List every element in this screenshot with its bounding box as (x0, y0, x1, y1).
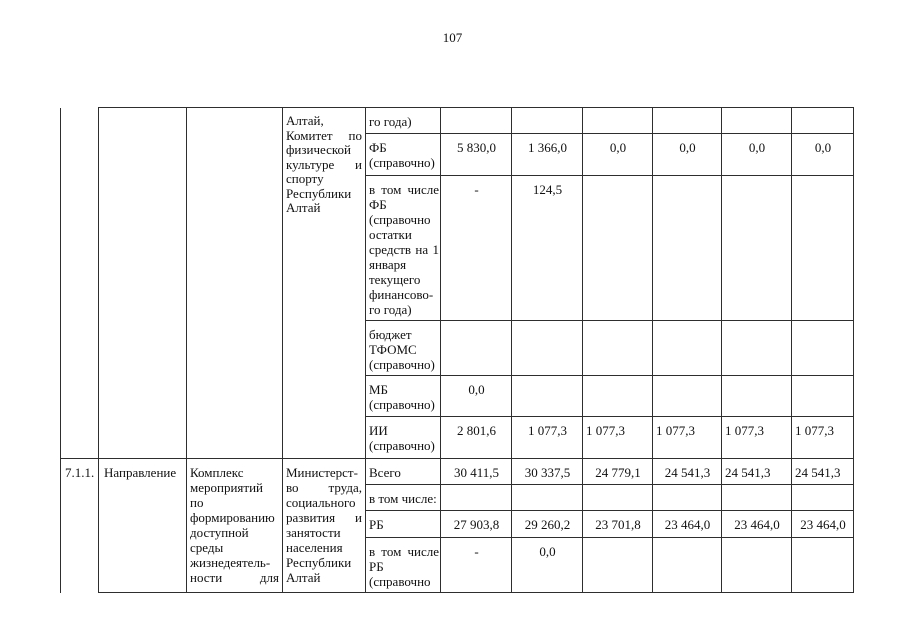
value-cell: 2 801,6 (441, 417, 512, 459)
cell-text-line: ИИ (369, 423, 388, 438)
item-name-cell (187, 459, 283, 593)
cell-text-line: ТФОМС (369, 342, 417, 357)
cell-text-line: культуре и (286, 156, 362, 172)
cell-text-line: (справочно (369, 574, 431, 589)
cell-text-line: населения (286, 540, 343, 555)
funding-source-cell (366, 417, 441, 459)
funding-source-cell (366, 511, 441, 538)
cell-text-line: Министерст- (286, 465, 358, 480)
value-cell (792, 321, 854, 376)
cell-text-line: доступной (190, 525, 249, 540)
value-cell: 23 701,8 (583, 511, 653, 538)
cell-text-line: (справочно) (369, 397, 435, 412)
value-cell: 0,0 (441, 376, 512, 417)
value-cell (653, 538, 722, 593)
value-cell (583, 485, 653, 511)
table-row (61, 459, 854, 485)
cell-text-line: ФБ (369, 140, 387, 155)
value-cell: 23 464,0 (792, 511, 854, 538)
funding-source-cell (366, 176, 441, 321)
value-cell (512, 321, 583, 376)
value-cell: 0,0 (653, 134, 722, 176)
value-cell: 1 077,3 (653, 417, 722, 459)
cell-text-line: го года) (369, 114, 412, 129)
cell-text-line: Алтай (286, 200, 321, 215)
cell-text-line: социального (286, 495, 356, 510)
value-cell: 24 541,3 (653, 459, 722, 485)
item-name-cell (187, 108, 283, 459)
cell-text-line: РБ (369, 559, 384, 574)
value-cell: 5 830,0 (441, 134, 512, 176)
value-cell (583, 108, 653, 134)
value-cell (653, 108, 722, 134)
value-cell (583, 176, 653, 321)
value-cell (722, 376, 792, 417)
cell-text-line: (справочно (369, 212, 431, 227)
cell-text-line: Алтай, (286, 113, 324, 128)
value-cell (722, 538, 792, 593)
value-cell: 1 077,3 (512, 417, 583, 459)
value-cell (583, 321, 653, 376)
item-type-cell: Направление (99, 459, 187, 593)
value-cell: 0,0 (722, 134, 792, 176)
cell-text-line: во труда, (286, 480, 362, 495)
cell-text-line: жизнедеятель- (190, 555, 271, 570)
cell-text-line: января (369, 257, 407, 272)
value-cell (722, 321, 792, 376)
value-cell: 1 077,3 (792, 417, 854, 459)
value-cell: 24 541,3 (792, 459, 854, 485)
table-row (61, 108, 854, 134)
cell-text-line: бюджет (369, 327, 412, 342)
value-cell (792, 176, 854, 321)
cell-text-line: Алтай (286, 570, 321, 585)
value-cell (792, 108, 854, 134)
value-cell (583, 376, 653, 417)
cell-text-line: развития и (286, 510, 362, 525)
value-cell: - (441, 538, 512, 593)
value-cell (722, 485, 792, 511)
value-cell (441, 108, 512, 134)
funding-source-cell (366, 134, 441, 176)
value-cell (792, 538, 854, 593)
cell-text-line: в том числе (369, 544, 439, 559)
item-number-cell: 7.1.1. (61, 459, 99, 593)
funding-source-cell (366, 108, 441, 134)
cell-text-line: финансово- (369, 287, 434, 302)
cell-text-line: в том числе: (369, 491, 437, 506)
value-cell (653, 376, 722, 417)
value-cell (512, 108, 583, 134)
value-cell: - (441, 176, 512, 321)
funding-table (60, 107, 854, 593)
executor-cell (283, 108, 366, 459)
value-cell (792, 376, 854, 417)
cell-text-line: ности для (190, 570, 279, 585)
value-cell (583, 538, 653, 593)
value-cell: 0,0 (792, 134, 854, 176)
value-cell: 24 541,3 (722, 459, 792, 485)
value-cell: 0,0 (512, 538, 583, 593)
value-cell (512, 485, 583, 511)
cell-text-line: Республики (286, 185, 352, 201)
value-cell (653, 176, 722, 321)
value-cell: 24 779,1 (583, 459, 653, 485)
value-cell: 27 903,8 (441, 511, 512, 538)
value-cell (441, 321, 512, 376)
cell-text-line: среды (190, 540, 224, 555)
page-number: 107 (442, 30, 463, 45)
cell-text-line: спорту (286, 171, 324, 186)
cell-text-line: Комплекс (190, 465, 244, 480)
value-cell (792, 485, 854, 511)
cell-text-line: РБ (369, 517, 384, 532)
value-cell: 30 337,5 (512, 459, 583, 485)
value-cell: 23 464,0 (653, 511, 722, 538)
value-cell: 23 464,0 (722, 511, 792, 538)
cell-text-line: по (190, 495, 204, 510)
cell-text-line: занятости (286, 525, 341, 540)
cell-text-line: Всего (369, 465, 401, 480)
cell-text-line: текущего (369, 272, 421, 287)
item-number-cell (61, 108, 99, 459)
value-cell: 1 366,0 (512, 134, 583, 176)
cell-text-line: го года) (369, 302, 412, 317)
value-cell: 1 077,3 (722, 417, 792, 459)
item-type-cell (99, 108, 187, 459)
cell-text-line: физической (286, 142, 351, 157)
value-cell (722, 108, 792, 134)
value-cell: 30 411,5 (441, 459, 512, 485)
value-cell: 124,5 (512, 176, 583, 321)
cell-text-line: формированию (190, 510, 275, 525)
cell-text-line: ФБ (369, 197, 387, 212)
value-cell (512, 376, 583, 417)
value-cell (653, 321, 722, 376)
funding-source-cell (366, 538, 441, 593)
value-cell (722, 176, 792, 321)
funding-source-cell (366, 376, 441, 417)
funding-source-cell (366, 459, 441, 485)
cell-text-line: (справочно) (369, 438, 435, 453)
cell-text-line: остатки (369, 227, 412, 242)
value-cell: 1 077,3 (583, 417, 653, 459)
cell-text-line: (справочно) (369, 357, 435, 372)
cell-text-line: в том числе (369, 182, 439, 197)
cell-text-line: Республики (286, 555, 352, 570)
value-cell (653, 485, 722, 511)
value-cell (441, 485, 512, 511)
funding-source-cell (366, 321, 441, 376)
executor-cell (283, 459, 366, 593)
cell-text-line: мероприятий (190, 480, 263, 495)
funding-source-cell (366, 485, 441, 511)
value-cell: 0,0 (583, 134, 653, 176)
cell-text-line: средств на 1 (369, 242, 439, 257)
value-cell: 29 260,2 (512, 511, 583, 538)
cell-text-line: МБ (369, 382, 389, 397)
cell-text-line: (справочно) (369, 155, 435, 170)
cell-text-line: Комитет по (286, 127, 362, 143)
